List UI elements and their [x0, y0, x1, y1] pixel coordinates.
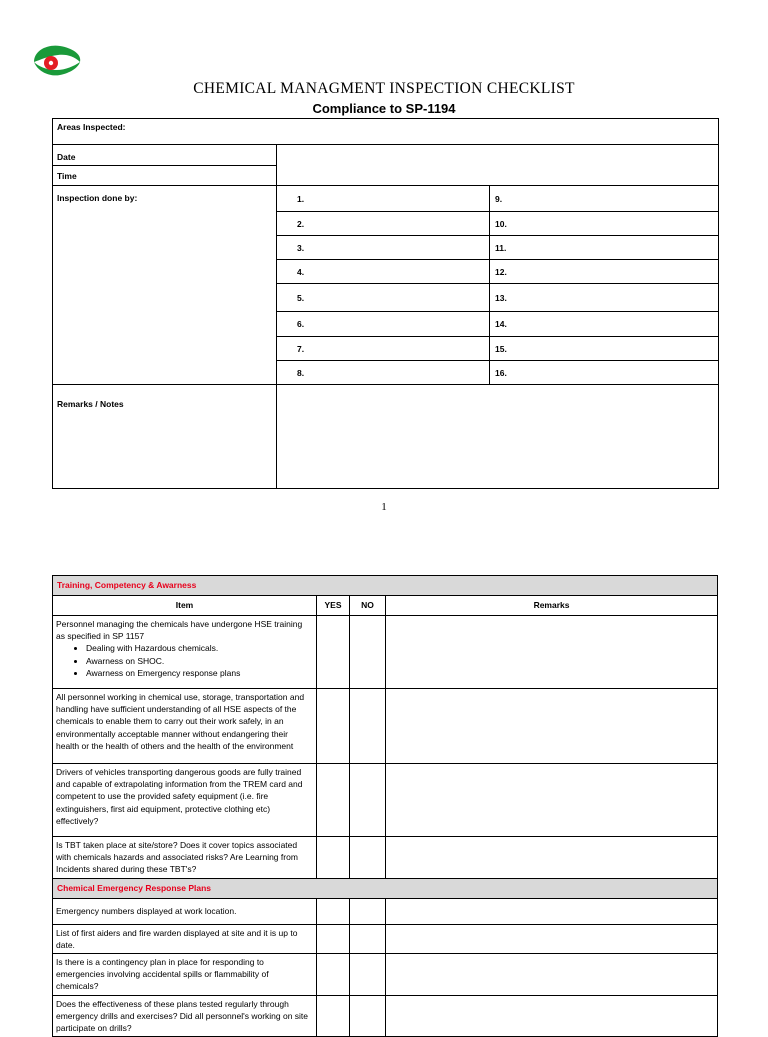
page-title: CHEMICAL MANAGMENT INSPECTION CHECKLIST: [193, 80, 575, 97]
remarks-cell[interactable]: [386, 837, 718, 879]
remarks-cell[interactable]: [386, 764, 718, 837]
inspection-done-by-label: Inspection done by:: [53, 186, 277, 385]
yes-cell[interactable]: [317, 689, 350, 764]
table-row: [53, 898, 718, 924]
no-cell[interactable]: [350, 924, 386, 953]
yes-cell[interactable]: [317, 924, 350, 953]
column-header-item: Item: [53, 596, 317, 616]
no-cell[interactable]: [350, 837, 386, 879]
inspector-slot[interactable]: 6.: [277, 312, 490, 337]
no-cell[interactable]: [350, 764, 386, 837]
remarks-notes-field[interactable]: [277, 385, 719, 489]
column-header-no: NO: [350, 596, 386, 616]
inspector-slot[interactable]: 13.: [490, 284, 719, 312]
yes-cell[interactable]: [317, 995, 350, 1037]
inspector-slot[interactable]: 10.: [490, 212, 719, 236]
remarks-cell[interactable]: [386, 954, 718, 996]
inspector-slot[interactable]: 9.: [490, 186, 719, 212]
table-row: [53, 689, 718, 764]
remarks-cell[interactable]: [386, 924, 718, 953]
list-item: • Awarness on Emergency response plans: [86, 667, 313, 679]
no-cell[interactable]: [350, 995, 386, 1037]
remarks-cell[interactable]: [386, 995, 718, 1037]
inspector-slot[interactable]: 16.: [490, 361, 719, 385]
date-time-field[interactable]: [277, 145, 719, 186]
inspector-slot[interactable]: 11.: [490, 236, 719, 260]
no-cell[interactable]: [350, 616, 386, 689]
areas-inspected-label: Areas Inspected:: [57, 122, 126, 132]
table-row: [53, 954, 718, 996]
page-number: 1: [381, 501, 387, 513]
areas-inspected-field[interactable]: [53, 119, 719, 145]
item-text: Personnel managing the chemicals have undergone HSE training as specified in SP 1157: [56, 619, 303, 642]
column-header-remarks: Remarks: [386, 596, 718, 616]
table-row: [53, 924, 718, 953]
page-subtitle: Compliance to SP-1194: [312, 101, 456, 116]
checklist-table: [52, 575, 718, 1037]
no-cell[interactable]: [350, 898, 386, 924]
checklist-item: List of first aiders and fire warden displayed at site and it is up to date.: [53, 924, 317, 953]
list-item: • Dealing with Hazardous chemicals.: [86, 642, 313, 654]
table-row: [53, 616, 718, 689]
checklist-item: Is there is a contingency plan in place for responding to emergencies involving accidental spills or flammability of chemicals?: [53, 954, 317, 996]
checklist-item: Drivers of vehicles transporting dangerous goods are fully trained and capable of extrapolating information from the TREM card and competent to use the provided safety equipment (i.e. fire extinguishers, first aid equipment, protective clothing etc) effectively?: [53, 764, 317, 837]
date-label: Date: [53, 145, 277, 166]
inspector-slot[interactable]: 14.: [490, 312, 719, 337]
inspector-slot[interactable]: 7.: [277, 337, 490, 361]
yes-cell[interactable]: [317, 764, 350, 837]
remarks-cell[interactable]: [386, 616, 718, 689]
checklist-item: [53, 616, 317, 689]
no-cell[interactable]: [350, 954, 386, 996]
time-label: Time: [53, 166, 277, 186]
checklist-item: All personnel working in chemical use, storage, transportation and handling have sufficient understanding of all HSE aspects of the chemicals to enable them to carry out their work safely, in an environmentally acceptable manner without endangering their health or the health of others and the health of the environment: [53, 689, 317, 764]
inspector-slot[interactable]: 3.: [277, 236, 490, 260]
remarks-cell[interactable]: [386, 689, 718, 764]
yes-cell[interactable]: [317, 837, 350, 879]
list-item: • Awarness on SHOC.: [86, 655, 313, 667]
remarks-cell[interactable]: [386, 898, 718, 924]
checklist-item: Does the effectiveness of these plans tested regularly through emergency drills and exercises? Did all personnel's working on site participate on drills?: [53, 995, 317, 1037]
checklist-item: Is TBT taken place at site/store? Does it cover topics associated with chemicals hazards and associated risks? Are Learning from Incidents shared during these TBT's?: [53, 837, 317, 879]
table-row: [53, 837, 718, 879]
inspector-slot[interactable]: 2.: [277, 212, 490, 236]
item-bullet-list: [56, 642, 313, 679]
company-logo: [30, 42, 84, 78]
section-title-emergency: Chemical Emergency Response Plans: [53, 878, 718, 898]
checklist-item: Emergency numbers displayed at work location.: [53, 898, 317, 924]
no-cell[interactable]: [350, 689, 386, 764]
inspector-slot[interactable]: 15.: [490, 337, 719, 361]
inspector-slot[interactable]: 4.: [277, 260, 490, 284]
table-row: [53, 995, 718, 1037]
yes-cell[interactable]: [317, 616, 350, 689]
yes-cell[interactable]: [317, 954, 350, 996]
table-row: [53, 764, 718, 837]
inspector-slot[interactable]: 12.: [490, 260, 719, 284]
inspector-slot[interactable]: 1.: [277, 186, 490, 212]
inspector-slot[interactable]: 5.: [277, 284, 490, 312]
inspector-slot[interactable]: 8.: [277, 361, 490, 385]
yes-cell[interactable]: [317, 898, 350, 924]
section-title-training: Training, Competency & Awarness: [53, 576, 718, 596]
column-header-yes: YES: [317, 596, 350, 616]
remarks-notes-label: Remarks / Notes: [53, 385, 277, 489]
inspection-info-table: [52, 118, 719, 489]
